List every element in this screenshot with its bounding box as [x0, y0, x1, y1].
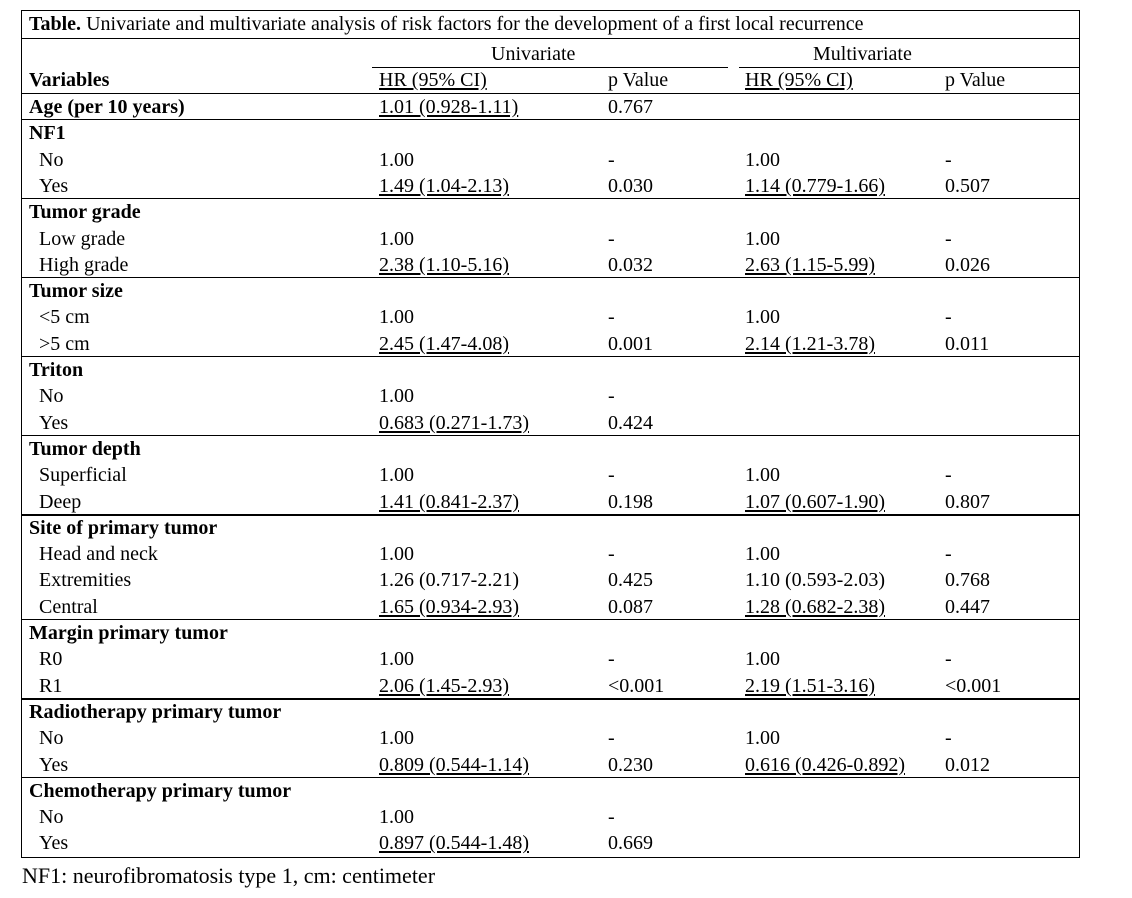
caption-divider [22, 38, 1079, 39]
uni-hr-value: 1.00 [379, 543, 414, 566]
table-row [22, 725, 1079, 751]
row-label: No [39, 148, 64, 171]
multi-hr-value: 1.00 [745, 148, 780, 171]
header-multi-hr: HR (95% CI) [745, 69, 853, 91]
section-title-row [22, 436, 1079, 462]
multi-p-value: - [945, 543, 952, 566]
multi-p-value: <0.001 [945, 674, 1002, 697]
uni-hr-value: 0.897 (0.544-1.48) [379, 832, 529, 855]
univariate-header: Univariate [491, 43, 576, 65]
table-row [22, 252, 1079, 278]
uni-hr-value: 1.00 [379, 385, 414, 408]
table-row [22, 646, 1079, 672]
caption-text: Univariate and multivariate analysis of risk factors for the development of a first local recurrence [81, 13, 864, 35]
row-label: No [39, 727, 64, 750]
row-label: >5 cm [39, 332, 90, 355]
header-variables: Variables [29, 69, 110, 91]
row-label: Yes [39, 832, 69, 855]
multi-hr-value: 1.00 [745, 464, 780, 487]
uni-p-value: - [608, 306, 615, 329]
uni-hr-value: 1.00 [379, 806, 414, 829]
uni-hr-value: 1.01 (0.928-1.11) [379, 96, 519, 118]
table-row [22, 331, 1079, 357]
section-title: Site of primary tumor [29, 516, 218, 539]
table-row [22, 489, 1079, 515]
multi-p-value: 0.026 [945, 253, 990, 276]
column-header-row [22, 67, 1079, 93]
table-row [22, 410, 1079, 436]
uni-p-value: - [608, 727, 615, 750]
row-label: Yes [39, 753, 69, 776]
multi-p-value: - [945, 648, 952, 671]
table-row [22, 304, 1079, 330]
table-row [22, 804, 1079, 830]
uni-hr-value: 1.65 (0.934-2.93) [379, 595, 519, 618]
section-title: Chemotherapy primary tumor [29, 779, 292, 802]
caption-label: Table. [29, 13, 82, 35]
multi-hr-value: 2.19 (1.51-3.16) [745, 674, 875, 697]
uni-p-value: - [608, 385, 615, 408]
multi-p-value: 0.011 [945, 332, 990, 355]
multi-p-value: 0.768 [945, 569, 990, 592]
uni-p-value: 0.230 [608, 753, 653, 776]
multi-p-value: - [945, 306, 952, 329]
multi-p-value: 0.807 [945, 490, 990, 513]
uni-p-value: <0.001 [608, 674, 665, 697]
multi-hr-value: 1.14 (0.779-1.66) [745, 174, 885, 197]
row-label: High grade [39, 253, 129, 276]
multi-hr-value: 2.63 (1.15-5.99) [745, 253, 875, 276]
row-label: Yes [39, 174, 69, 197]
multi-p-value: 0.447 [945, 595, 990, 618]
uni-hr-value: 2.06 (1.45-2.93) [379, 674, 509, 697]
uni-p-value: - [608, 464, 615, 487]
results-table [21, 10, 1080, 858]
multi-p-value: - [945, 148, 952, 171]
uni-p-value: 0.001 [608, 332, 653, 355]
multi-hr-value: 1.07 (0.607-1.90) [745, 490, 885, 513]
uni-hr-value: 2.38 (1.10-5.16) [379, 253, 509, 276]
uni-hr-value: 1.00 [379, 464, 414, 487]
section-title: Tumor grade [29, 201, 141, 224]
uni-p-value: 0.425 [608, 569, 653, 592]
uni-p-value: 0.767 [608, 96, 653, 118]
row-label: No [39, 806, 64, 829]
section-title-row [22, 94, 1079, 120]
section-title-row [22, 515, 1079, 541]
row-label: <5 cm [39, 306, 90, 329]
row-label: R0 [39, 648, 63, 671]
table-row [22, 541, 1079, 567]
uni-hr-value: 1.00 [379, 727, 414, 750]
section-title-row [22, 620, 1079, 646]
section-title-row [22, 699, 1079, 725]
uni-hr-value: 0.683 (0.271-1.73) [379, 411, 529, 434]
table-row [22, 752, 1079, 778]
table-row [22, 673, 1079, 699]
multi-p-value: 0.507 [945, 174, 990, 197]
uni-p-value: - [608, 543, 615, 566]
table-footnote: NF1: neurofibromatosis type 1, cm: centimeter [22, 863, 436, 888]
uni-p-value: 0.087 [608, 595, 653, 618]
uni-hr-value: 1.49 (1.04-2.13) [379, 174, 509, 197]
multi-p-value: 0.012 [945, 753, 990, 776]
table-row [22, 462, 1079, 488]
table-row [22, 147, 1079, 173]
uni-hr-value: 1.00 [379, 227, 414, 250]
section-title: Triton [29, 359, 84, 381]
multi-hr-value: 1.00 [745, 306, 780, 329]
multi-hr-value: 2.14 (1.21-3.78) [745, 332, 875, 355]
row-label: Head and neck [39, 543, 158, 566]
row-label: No [39, 385, 64, 408]
multivariate-header: Multivariate [813, 43, 912, 65]
row-label: Yes [39, 411, 69, 434]
row-label: Low grade [39, 227, 126, 250]
multi-hr-value: 1.00 [745, 543, 780, 566]
section-title: Tumor depth [29, 437, 141, 460]
table-row [22, 383, 1079, 409]
uni-hr-value: 1.26 (0.717-2.21) [379, 569, 519, 592]
row-label: R1 [39, 674, 63, 697]
uni-p-value: 0.669 [608, 832, 653, 855]
uni-p-value: - [608, 648, 615, 671]
multi-hr-value: 1.28 (0.682-2.38) [745, 595, 885, 618]
header-uni-hr: HR (95% CI) [379, 69, 487, 91]
row-label: Deep [39, 490, 82, 513]
uni-p-value: - [608, 806, 615, 829]
table-row [22, 594, 1079, 620]
section-title-row [22, 278, 1079, 304]
section-title-row [22, 778, 1079, 804]
row-label: Superficial [39, 464, 127, 487]
section-title: Radiotherapy primary tumor [29, 700, 282, 723]
multi-hr-value: 1.00 [745, 648, 780, 671]
uni-hr-value: 1.41 (0.841-2.37) [379, 490, 519, 513]
section-title: NF1 [29, 122, 66, 145]
table-row [22, 830, 1079, 856]
table-row [22, 173, 1079, 199]
section-title: Margin primary tumor [29, 622, 228, 644]
uni-p-value: 0.198 [608, 490, 653, 513]
table-caption [22, 11, 1079, 37]
table-row [22, 567, 1079, 593]
header-multi-p: p Value [945, 69, 1006, 91]
multi-p-value: - [945, 727, 952, 750]
uni-hr-value: 2.45 (1.47-4.08) [379, 332, 509, 355]
uni-hr-value: 1.00 [379, 148, 414, 171]
multi-hr-value: 1.00 [745, 227, 780, 250]
section-title: Age (per 10 years) [29, 96, 185, 118]
section-title: Tumor size [29, 280, 123, 303]
uni-hr-value: 1.00 [379, 648, 414, 671]
section-title-row [22, 199, 1079, 225]
row-label: Extremities [39, 569, 132, 592]
multi-hr-value: 1.10 (0.593-2.03) [745, 569, 885, 592]
uni-p-value: 0.424 [608, 411, 653, 434]
group-header-row [22, 41, 1079, 67]
multi-hr-value: 1.00 [745, 727, 780, 750]
multi-p-value: - [945, 227, 952, 250]
row-label: Central [39, 595, 98, 618]
multi-hr-value: 0.616 (0.426-0.892) [745, 753, 905, 776]
multi-p-value: - [945, 464, 952, 487]
uni-hr-value: 0.809 (0.544-1.14) [379, 753, 529, 776]
table-row [22, 226, 1079, 252]
uni-hr-value: 1.00 [379, 306, 414, 329]
uni-p-value: - [608, 227, 615, 250]
header-uni-p: p Value [608, 69, 669, 91]
uni-p-value: 0.032 [608, 253, 653, 276]
section-title-row [22, 357, 1079, 383]
uni-p-value: 0.030 [608, 174, 653, 197]
uni-p-value: - [608, 148, 615, 171]
section-title-row [22, 120, 1079, 146]
